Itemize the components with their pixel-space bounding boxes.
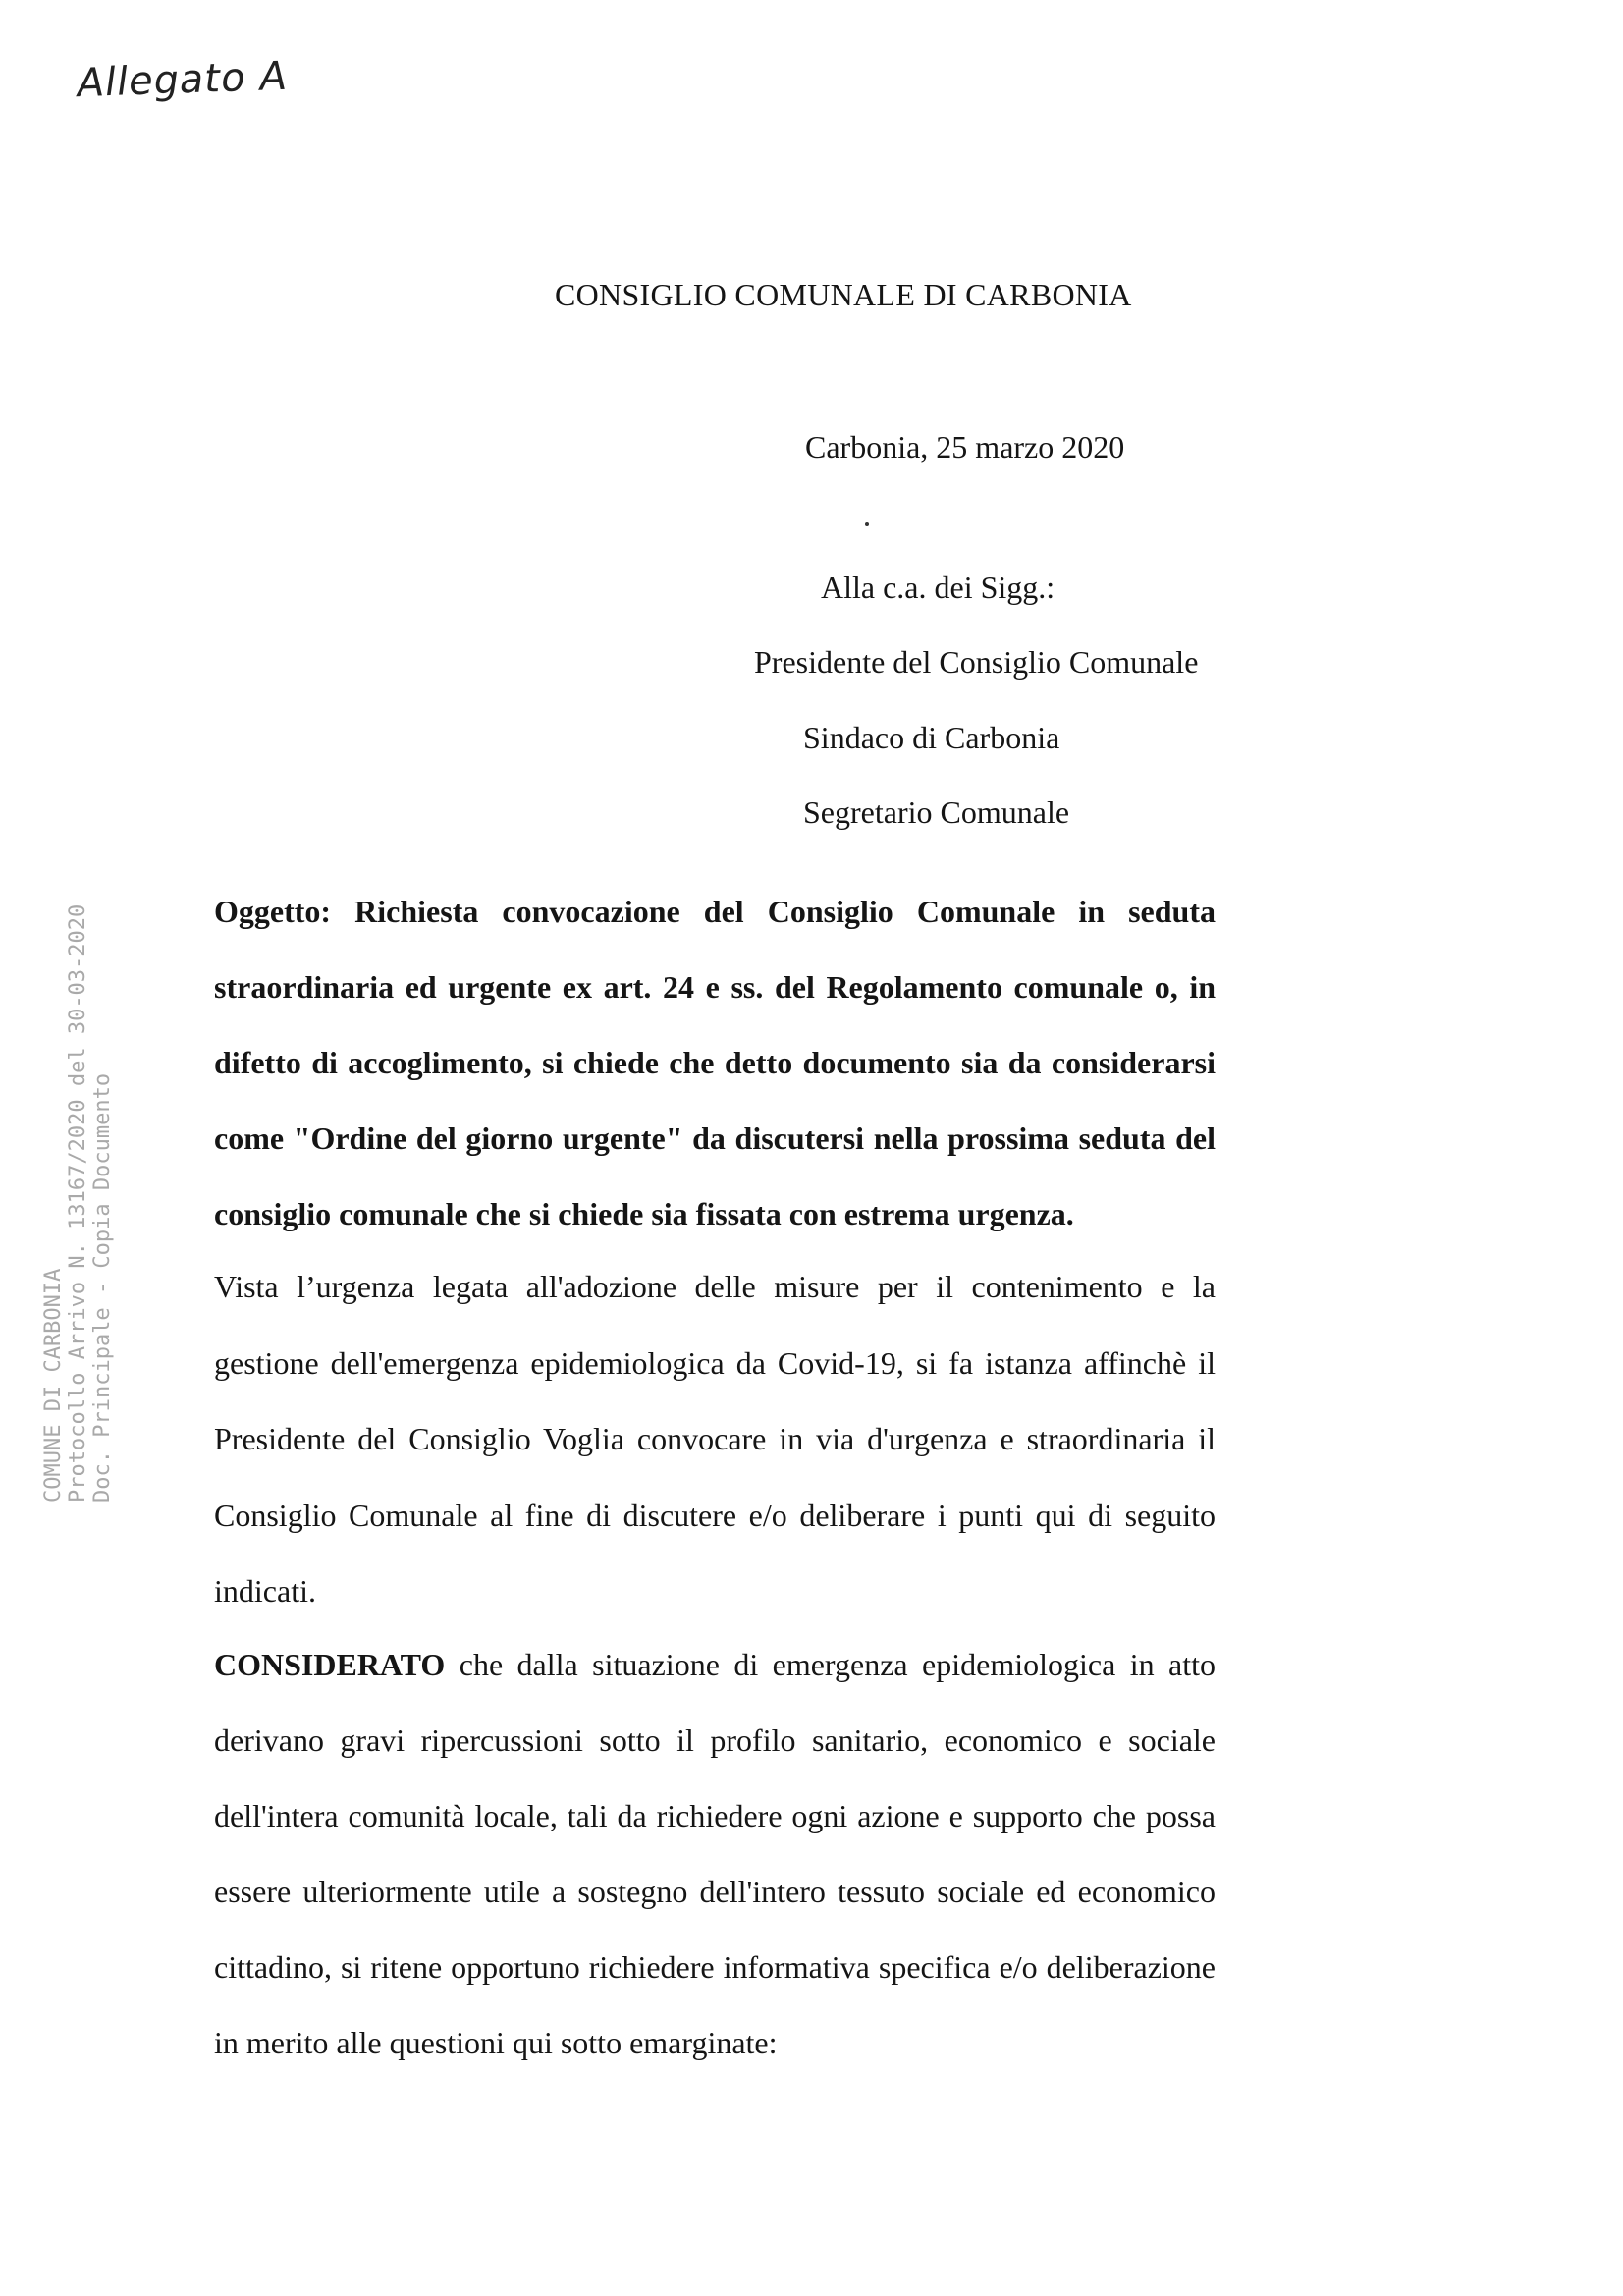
stray-dot [865, 522, 869, 526]
recipient-item: Sindaco di Carbonia [803, 720, 1060, 755]
document-date: Carbonia, 25 marzo 2020 [805, 429, 1125, 465]
recipient-item: Segretario Comunale [803, 794, 1070, 830]
recipients-intro: Alla c.a. dei Sigg.: [821, 570, 1055, 605]
document-title: CONSIGLIO COMUNALE DI CARBONIA [555, 277, 1132, 312]
considerato-text: che dalla situazione di emergenza epidemiologica in atto derivano gravi ripercussioni sotto il profilo sanitario, economico e sociale dell'intera comunità locale, tali da richiedere ogni azione e supporto che possa essere ulteriormente utile a sostegno dell'intero tessuto sociale ed economico cittadino, si ritene opportuno richiedere informativa specifica e/o deliberazione in merito alle questioni qui sotto emarginate: [214, 1647, 1217, 2060]
recipient-item: Presidente del Consiglio Comunale [754, 644, 1199, 680]
handwritten-annotation: Allegato A [74, 53, 292, 107]
stamp-line: Protocollo Arrivo N. 13167/2020 del 30-03-2020 [66, 903, 90, 1503]
stamp-line: Doc. Principale - Copia Documento [90, 1072, 115, 1503]
subject-label: Oggetto: [214, 894, 332, 929]
considerato-label: CONSIDERATO [214, 1647, 446, 1682]
body-paragraph: Vista l’urgenza legata all'adozione delle misure per il contenimento e la gestione dell'emergenza epidemiologica da Covid-19, si fa istanza affinchè il Presidente del Consiglio Voglia convocare in via d'urgenza e straordinaria il Consiglio Comunale al fine di discutere e/o deliberare i punti qui di seguito indicati. [214, 1269, 1216, 1609]
subject-text: Richiesta convocazione del Consiglio Comunale in seduta straordinaria ed urgente ex art. 24 e ss. del Regolamento comunale o, in difetto di accoglimento, si chiede che detto documento sia da considerarsi come "Ordine del giorno urgente" da discutersi nella prossima seduta del consiglio comunale che si chiede sia fissata con estrema urgenza. [214, 894, 1217, 1231]
stamp-line: COMUNE DI CARBONIA [41, 1268, 66, 1503]
protocol-stamp [41, 815, 126, 1503]
considerato-paragraph [214, 1627, 1216, 2081]
subject-paragraph [214, 874, 1216, 1252]
